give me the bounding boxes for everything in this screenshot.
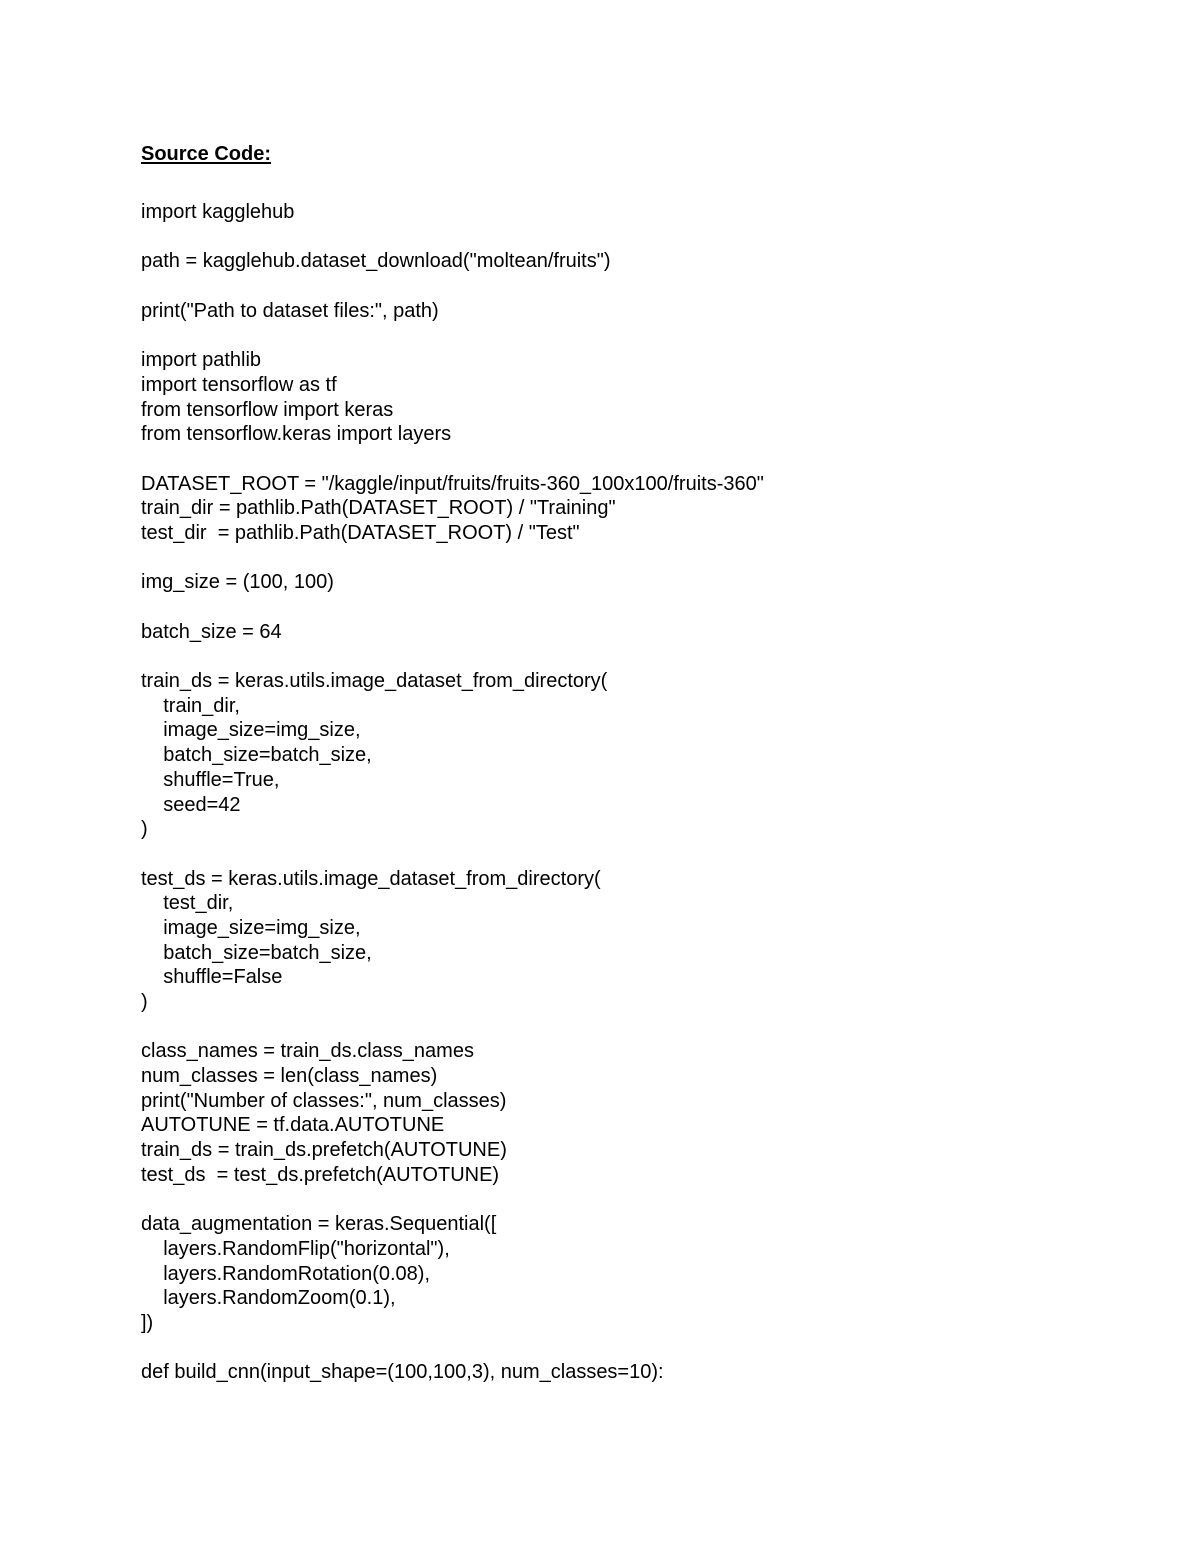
code-line: )	[141, 991, 148, 1013]
code-line: batch_size=batch_size,	[141, 941, 372, 964]
code-line: img_size = (100, 100)	[141, 571, 334, 594]
code-line: DATASET_ROOT = "/kaggle/input/fruits/fruits-360_100x100/fruits-360"	[141, 472, 764, 495]
code-line: train_ds = train_ds.prefetch(AUTOTUNE)	[141, 1139, 507, 1162]
source-code-block	[141, 200, 1141, 1385]
code-line: ])	[141, 1311, 154, 1334]
code-line: layers.RandomZoom(0.1),	[141, 1287, 396, 1310]
code-line: batch_size = 64	[141, 620, 282, 643]
code-line	[141, 546, 1141, 571]
code-line: from tensorflow.keras import layers	[141, 423, 452, 446]
code-line: test_dir = pathlib.Path(DATASET_ROOT) / "Test"	[141, 521, 580, 544]
code-line: print("Path to dataset files:", path)	[141, 299, 439, 322]
code-line: layers.RandomRotation(0.08),	[141, 1262, 431, 1285]
code-line: test_ds = keras.utils.image_dataset_from_directory(	[141, 867, 601, 890]
code-line: from tensorflow import keras	[141, 398, 394, 421]
code-line	[141, 225, 1141, 250]
code-line: train_ds = keras.utils.image_dataset_from_directory(	[141, 670, 608, 693]
code-line: shuffle=True,	[141, 768, 280, 791]
code-line: import kagglehub	[141, 201, 295, 223]
code-line: class_names = train_ds.class_names	[141, 1040, 474, 1063]
code-line: train_dir = pathlib.Path(DATASET_ROOT) / "Training"	[141, 497, 616, 520]
code-line: test_dir,	[141, 892, 234, 915]
code-line: data_augmentation = keras.Sequential([	[141, 1213, 497, 1236]
code-line	[141, 595, 1141, 620]
section-heading: Source Code:	[141, 143, 272, 165]
code-line: )	[141, 818, 148, 841]
code-line: import pathlib	[141, 349, 262, 372]
code-line: shuffle=False	[141, 966, 283, 989]
code-line: batch_size=batch_size,	[141, 744, 372, 767]
code-line	[141, 323, 1141, 348]
code-line: num_classes = len(class_names)	[141, 1065, 438, 1088]
code-line: layers.RandomFlip("horizontal"),	[141, 1237, 450, 1260]
code-line: import tensorflow as tf	[141, 373, 337, 396]
code-line	[141, 1336, 1141, 1361]
code-line	[141, 1188, 1141, 1213]
code-line: test_ds = test_ds.prefetch(AUTOTUNE)	[141, 1163, 500, 1186]
code-line	[141, 274, 1141, 299]
code-line: train_dir,	[141, 694, 240, 717]
code-line	[141, 1015, 1141, 1040]
code-line: print("Number of classes:", num_classes)	[141, 1089, 507, 1112]
code-line: path = kagglehub.dataset_download("moltean/fruits")	[141, 250, 611, 273]
code-line: seed=42	[141, 793, 241, 816]
code-line	[141, 842, 1141, 867]
code-line	[141, 447, 1141, 472]
code-line: AUTOTUNE = tf.data.AUTOTUNE	[141, 1114, 445, 1137]
code-line: def build_cnn(input_shape=(100,100,3), num_classes=10):	[141, 1361, 664, 1384]
code-line	[141, 644, 1141, 669]
code-line: image_size=img_size,	[141, 916, 361, 939]
code-line: image_size=img_size,	[141, 719, 361, 742]
